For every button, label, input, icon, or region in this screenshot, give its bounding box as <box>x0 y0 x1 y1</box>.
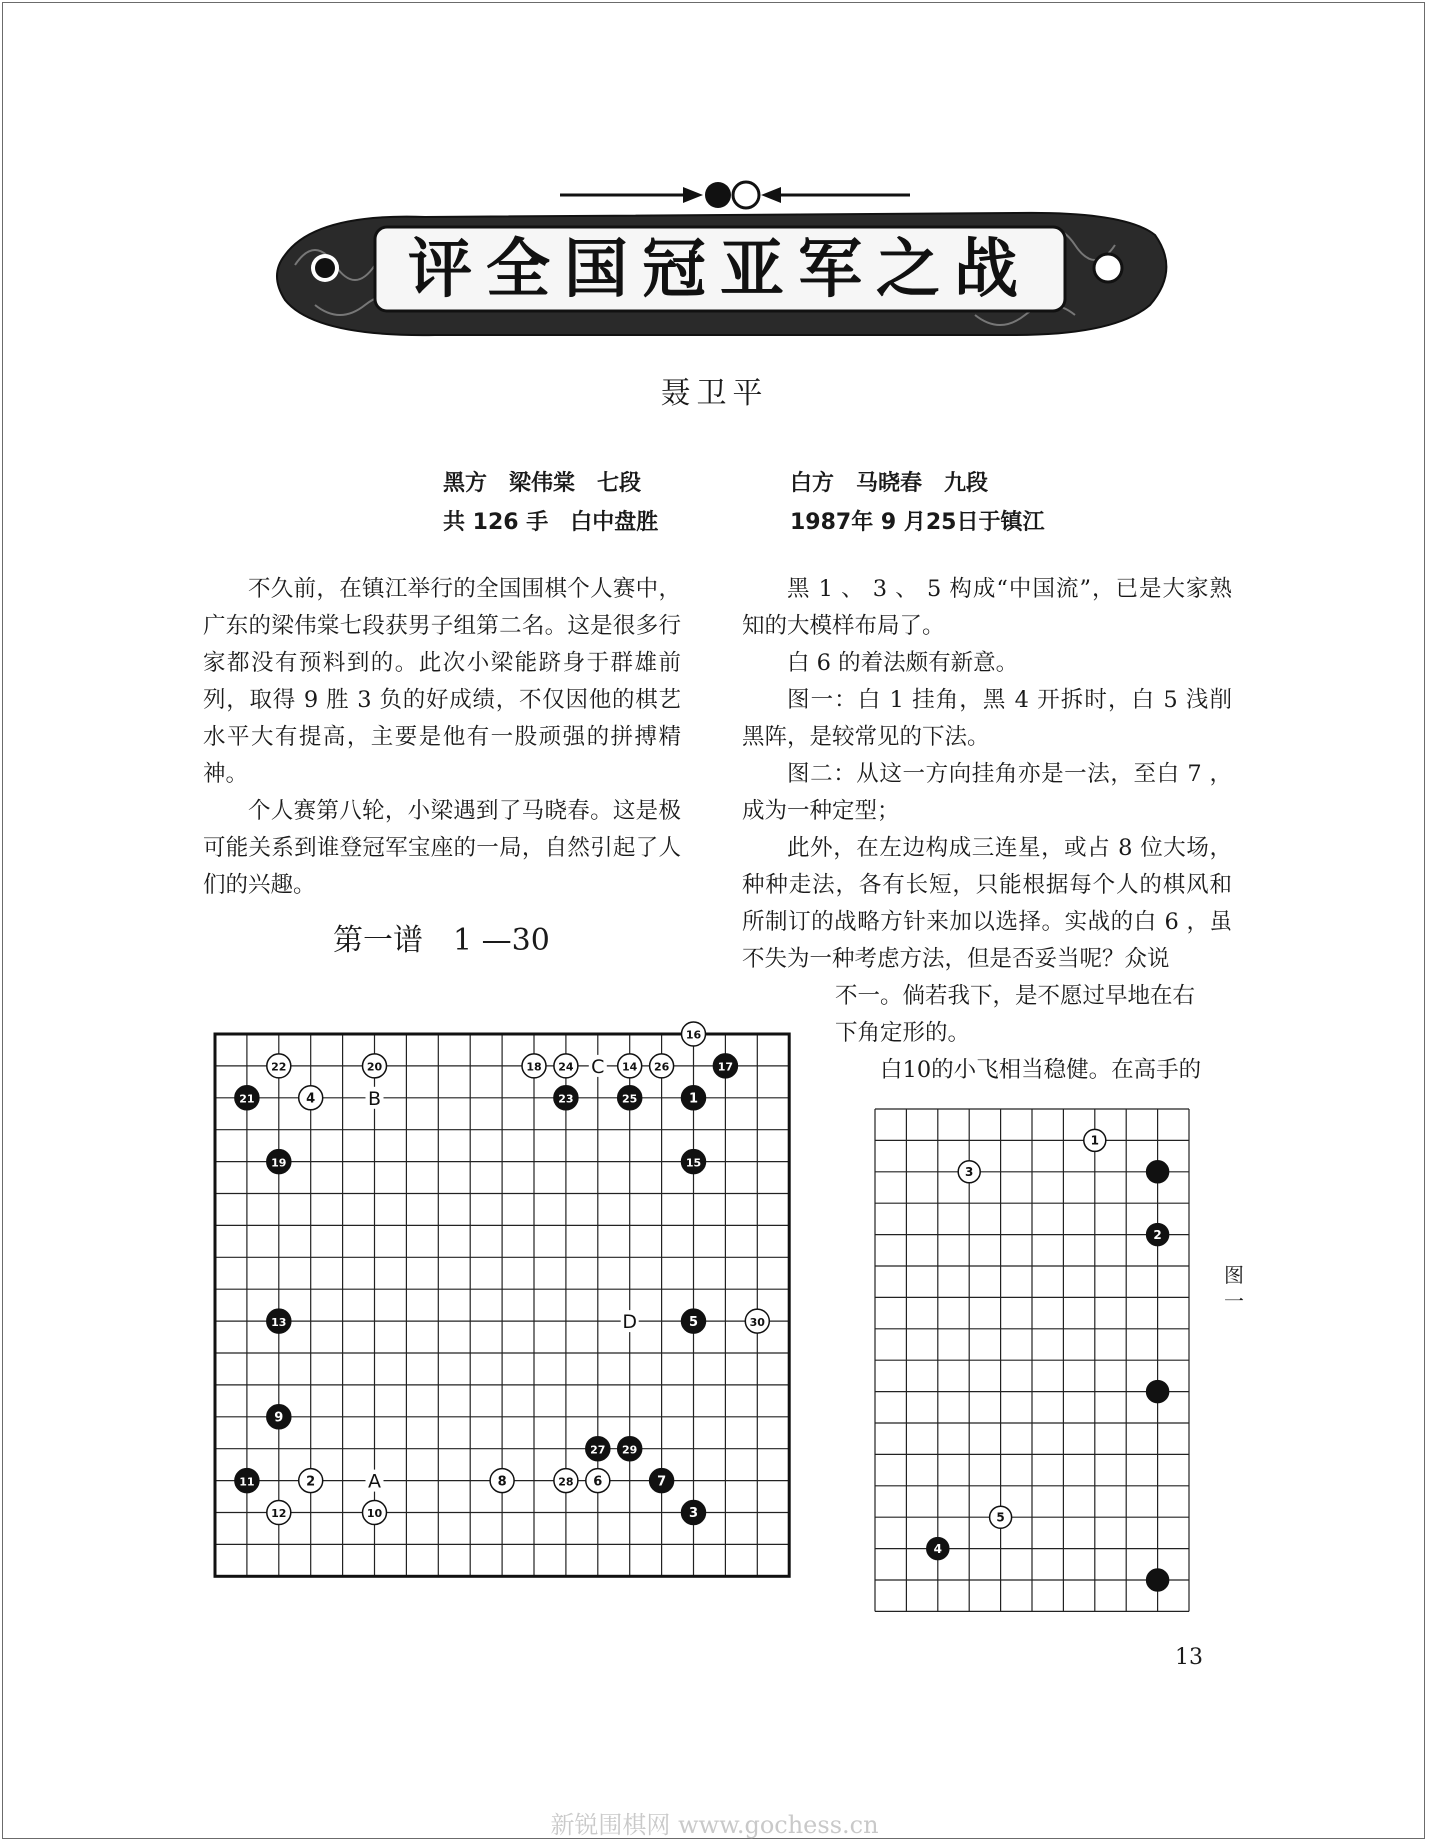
stone-number-4: 4 <box>933 1541 942 1556</box>
black-stone-unlabeled <box>1147 1381 1169 1403</box>
side-line: 下角定形的。 <box>835 1020 971 1046</box>
stone-number-16: 16 <box>685 1028 702 1042</box>
board-letter-A: A <box>368 1470 381 1493</box>
figure1-label-text: 图 一 <box>1224 1263 1244 1313</box>
stone-number-17: 17 <box>717 1060 734 1074</box>
right-column <box>742 571 1232 978</box>
author: 聂卫平 <box>660 376 769 411</box>
stone-number-5: 5 <box>688 1314 699 1330</box>
paragraph: 此外，在左边构成三连星，或占 8 位大场，种种走法，各有长短，只能根据每个人的棋风和所制订的战略方针来加以选择。实战的白 6 ，虽不失为一种考虑方法，但是否妥当呢？众说 <box>742 835 1232 972</box>
left-column <box>203 571 681 904</box>
page-number: 13 <box>1175 1645 1203 1670</box>
stone-number-25: 25 <box>622 1092 638 1106</box>
diagram-heading: 第一谱 1 —30 <box>333 923 550 958</box>
main-go-board <box>205 1010 805 1625</box>
board-letter-C: C <box>591 1055 605 1078</box>
stone-number-6: 6 <box>593 1474 603 1490</box>
black-stone-unlabeled <box>1147 1569 1169 1591</box>
stone-number-30: 30 <box>749 1315 765 1329</box>
stone-number-3: 3 <box>688 1506 699 1522</box>
stone-number-14: 14 <box>622 1060 638 1074</box>
side-line: 不一。倘若我下，是不愿过早地在右 <box>835 983 1196 1009</box>
stone-number-1: 1 <box>688 1091 699 1107</box>
stone-number-27: 27 <box>590 1443 606 1457</box>
stone-number-2: 2 <box>1153 1227 1162 1242</box>
stone-number-23: 23 <box>558 1092 574 1106</box>
watermark: 新锐围棋网 www.gochess.cn <box>550 1811 879 1839</box>
title-banner <box>255 175 1185 355</box>
stone-number-13: 13 <box>271 1315 287 1329</box>
stone-number-15: 15 <box>685 1156 702 1170</box>
paragraph: 图一：白 1 挂角，黑 4 开拆时，白 5 浅削黑阵，是较常见的下法。 <box>742 687 1232 750</box>
paragraph: 白 6 的着法颇有新意。 <box>787 650 1019 676</box>
banner-ornament-left-arrow <box>683 187 703 203</box>
stone-number-29: 29 <box>622 1443 638 1457</box>
banner-black-circle <box>705 182 731 208</box>
result: 共 126 手 白中盘胜 <box>443 510 659 535</box>
stone-number-21: 21 <box>239 1092 255 1106</box>
black-stone-unlabeled <box>1147 1161 1169 1183</box>
stone-number-19: 19 <box>271 1156 287 1170</box>
paragraph: 图二：从这一方向挂角亦是一法，至白 7 ，成为一种定型； <box>742 761 1232 824</box>
stone-number-18: 18 <box>526 1060 542 1074</box>
stone-number-8: 8 <box>497 1474 507 1490</box>
stone-number-5: 5 <box>996 1510 1005 1525</box>
banner-ornament-right-arrow <box>761 187 781 203</box>
stone-number-1: 1 <box>1090 1133 1099 1148</box>
stone-number-4: 4 <box>306 1091 316 1107</box>
stone-number-2: 2 <box>306 1474 316 1490</box>
stone-number-22: 22 <box>271 1060 287 1074</box>
banner-white-circle <box>733 182 759 208</box>
side-line: 白10的小飞相当稳健。在高手的 <box>880 1057 1202 1083</box>
paragraph: 不久前，在镇江举行的全国围棋个人赛中，广东的梁伟棠七段获男子组第二名。这是很多行家都没有预料到的。此次小梁能跻身于群雄前列，取得 9 胜 3 负的好成绩，不仅因他的棋艺水平大有提高，主要是他有一股顽强的拼搏精神。 <box>203 576 681 787</box>
banner-right-white-dot <box>1094 254 1122 282</box>
stone-number-11: 11 <box>239 1475 255 1489</box>
stone-number-26: 26 <box>653 1060 670 1074</box>
white-player: 白方 马晓春 九段 <box>790 471 989 496</box>
stone-number-24: 24 <box>558 1060 574 1074</box>
stone-number-7: 7 <box>657 1474 667 1490</box>
stone-number-3: 3 <box>965 1165 974 1180</box>
stone-number-20: 20 <box>366 1060 383 1074</box>
paragraph: 黑 1 、 3 、 5 构成“中国流”，已是大家熟知的大模样布局了。 <box>742 576 1232 639</box>
stone-number-28: 28 <box>558 1475 574 1489</box>
stone-number-9: 9 <box>274 1410 284 1426</box>
date-location: 1987年 9 月25日于镇江 <box>790 510 1045 535</box>
figure1-label <box>1222 1262 1246 1314</box>
title: 评全国冠亚军之战 <box>408 233 1032 307</box>
board-letter-B: B <box>367 1087 382 1110</box>
stone-number-10: 10 <box>366 1507 383 1521</box>
paragraph: 个人赛第八轮，小梁遇到了马晓春。这是极可能关系到谁登冠军宝座的一局，自然引起了人们的兴趣。 <box>203 798 681 898</box>
black-player: 黑方 梁伟棠 七段 <box>443 471 642 496</box>
stone-number-12: 12 <box>271 1507 287 1521</box>
figure1-go-board <box>868 1098 1198 1623</box>
board-letter-D: D <box>622 1311 638 1334</box>
